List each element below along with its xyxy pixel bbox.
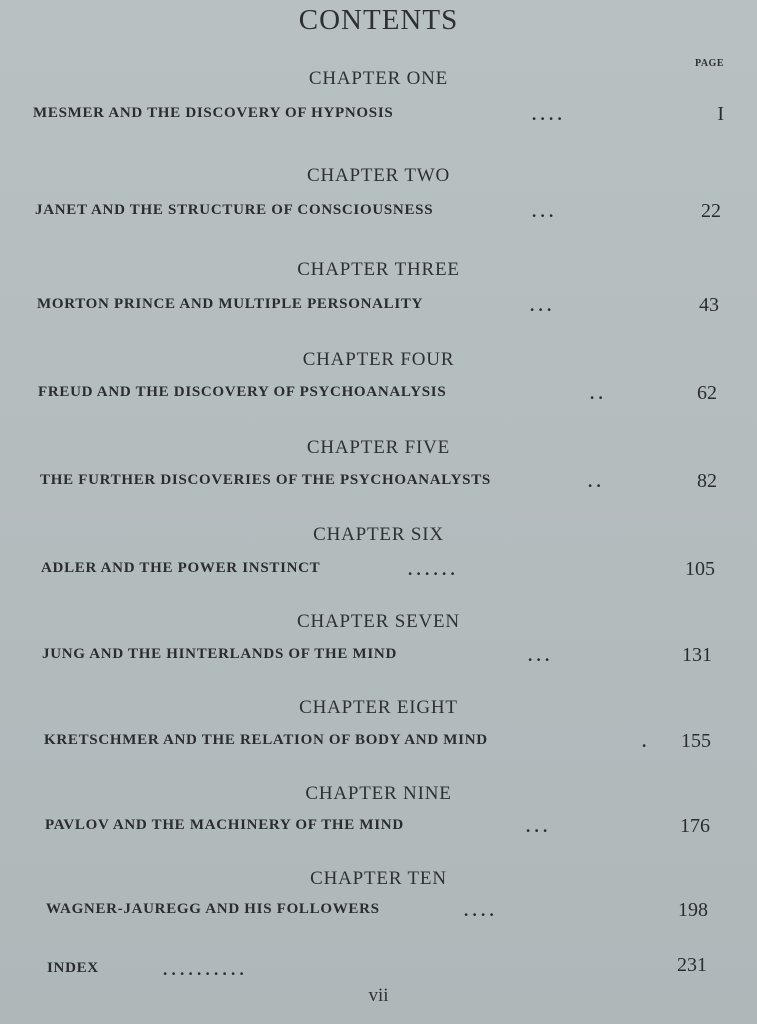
- page-number: 155: [681, 730, 711, 752]
- chapter-heading: CHAPTER FIVE: [306, 437, 451, 458]
- chapter-heading: CHAPTER NINE: [305, 783, 452, 804]
- toc-entry-5: [0, 437, 757, 496]
- chapter-heading: CHAPTER ONE: [308, 68, 449, 89]
- toc-entry-1: [0, 68, 757, 129]
- leader-dots: . .: [590, 384, 603, 403]
- chapter-title: WAGNER-JAUREGG AND HIS FOLLOWERS: [46, 901, 380, 917]
- chapter-heading: CHAPTER SEVEN: [297, 611, 460, 632]
- chapter-title: FREUD AND THE DISCOVERY OF PSYCHOANALYSIS: [38, 384, 447, 400]
- chapter-heading: CHAPTER EIGHT: [299, 697, 458, 718]
- toc-entry-3: [0, 259, 757, 320]
- leader-dots: . . .: [526, 817, 548, 836]
- chapter-title: KRETSCHMER AND THE RELATION OF BODY AND MIND: [44, 732, 488, 748]
- leader-dots: . . .: [528, 646, 550, 665]
- chapter-title: PAVLOV AND THE MACHINERY OF THE MIND: [45, 817, 404, 833]
- chapter-heading: CHAPTER SIX: [313, 524, 444, 545]
- toc-line[interactable]: [0, 472, 757, 496]
- leader-dots: . . . . . . . . . .: [163, 960, 244, 979]
- leader-dots: .: [642, 732, 647, 751]
- toc-line[interactable]: [0, 954, 757, 984]
- toc-entry-4: [0, 349, 757, 408]
- chapter-heading: CHAPTER TWO: [306, 165, 451, 186]
- toc-line[interactable]: [0, 817, 757, 841]
- page-number: 43: [699, 294, 719, 316]
- chapter-title: MESMER AND THE DISCOVERY OF HYPNOSIS: [33, 105, 394, 121]
- chapter-title: JANET AND THE STRUCTURE OF CONSCIOUSNESS: [35, 202, 434, 218]
- toc-entry-2: [0, 165, 757, 226]
- leader-dots: . .: [588, 472, 601, 491]
- page-number: 22: [701, 200, 721, 222]
- toc-entry-index: [0, 954, 757, 984]
- leader-dots: . . . .: [464, 901, 494, 920]
- chapter-title: JUNG AND THE HINTERLANDS OF THE MIND: [42, 646, 397, 662]
- chapter-heading: CHAPTER THREE: [297, 259, 460, 280]
- leader-dots: . . . . . .: [408, 560, 455, 579]
- leader-dots: . . . .: [532, 105, 562, 124]
- page-number: 231: [677, 954, 707, 976]
- toc-entry-10: [0, 868, 757, 925]
- chapter-title: THE FURTHER DISCOVERIES OF THE PSYCHOANALYSTS: [40, 472, 491, 488]
- leader-dots: . . .: [530, 296, 552, 315]
- page-number: I: [717, 103, 724, 125]
- page-title: CONTENTS: [298, 4, 459, 36]
- chapter-title: MORTON PRINCE AND MULTIPLE PERSONALITY: [37, 296, 424, 312]
- toc-line[interactable]: [0, 105, 757, 129]
- chapter-heading: CHAPTER FOUR: [302, 349, 455, 370]
- toc-line[interactable]: [0, 646, 757, 670]
- toc-entry-9: [0, 783, 757, 841]
- toc-line[interactable]: [0, 901, 757, 925]
- toc-entry-7: [0, 611, 757, 670]
- page-number: 198: [678, 899, 708, 921]
- chapter-heading: CHAPTER TEN: [310, 868, 447, 889]
- toc-line[interactable]: [0, 296, 757, 320]
- toc-line[interactable]: [0, 384, 757, 408]
- toc-line[interactable]: [0, 202, 757, 226]
- page-number: 82: [697, 470, 717, 492]
- toc-entry-8: [0, 697, 757, 756]
- page-number: 105: [685, 558, 715, 580]
- toc-line[interactable]: [0, 732, 757, 756]
- index-title: INDEX: [47, 960, 99, 976]
- toc-entry-6: [0, 524, 757, 584]
- leader-dots: . . .: [532, 202, 554, 221]
- chapter-title: ADLER AND THE POWER INSTINCT: [41, 560, 321, 576]
- toc-line[interactable]: [0, 560, 757, 584]
- page-number: 62: [697, 382, 717, 404]
- page-number: 131: [682, 644, 712, 666]
- page-number: 176: [680, 815, 710, 837]
- page-column-label: PAGE: [694, 58, 724, 69]
- page-folio: vii: [368, 985, 389, 1006]
